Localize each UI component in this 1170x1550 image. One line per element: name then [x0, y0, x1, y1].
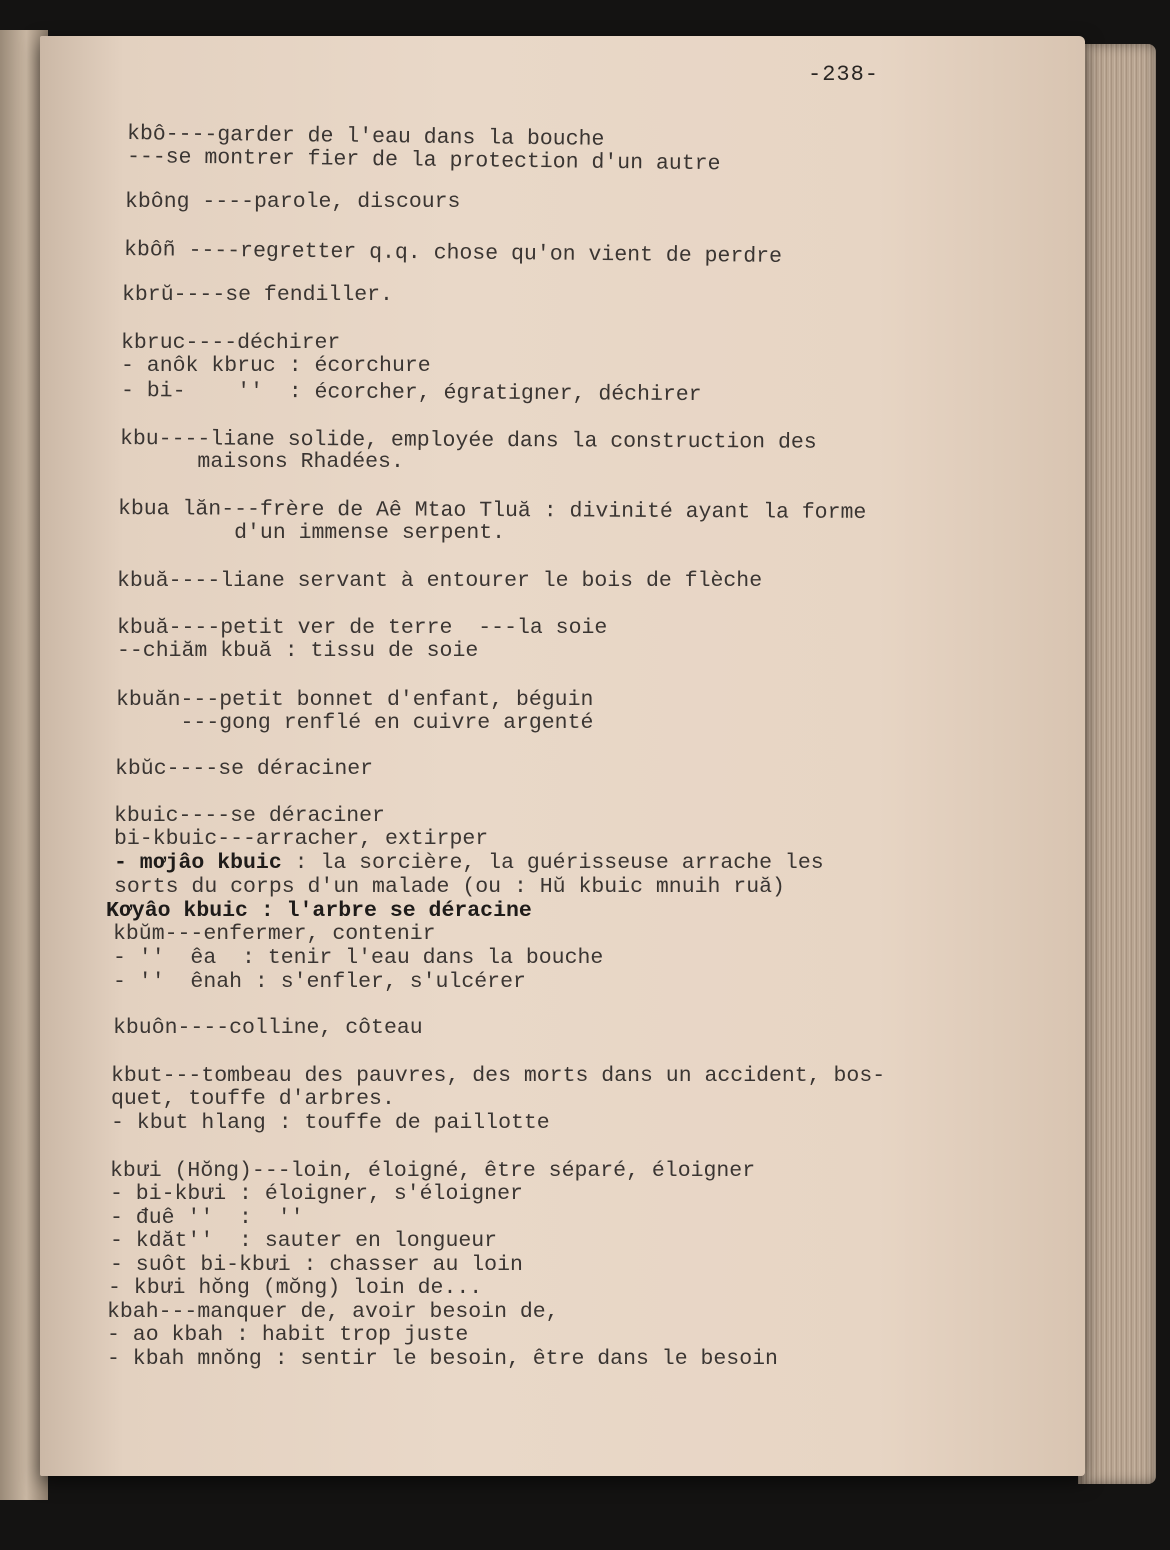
entry-line: kbông ----parole, discours	[125, 190, 461, 214]
entry-line: quet, touffe d'arbres.	[111, 1087, 395, 1111]
entry-line: kbruc----déchirer	[121, 331, 341, 355]
entry-line: ---gong renflé en cuivre argenté	[116, 711, 594, 735]
entry-line: - kdăt'' : sauter en longueur	[110, 1229, 498, 1253]
bold-term: - mơjâo kbuic	[114, 851, 282, 875]
entry-line: kbua lăn---frère de Aê Mtao Tluă : divinité ayant la forme	[117, 497, 867, 525]
entry-line: maisons Rhadées.	[120, 450, 404, 474]
entry-line: - kbưi hŏng (mŏng) loin de...	[108, 1276, 483, 1300]
entry-line: kbưi (Hŏng)---loin, éloigné, être séparé, éloigner	[110, 1159, 756, 1183]
entry-line: - suôt bi-kbưi : chasser au loin	[110, 1253, 523, 1277]
entry-line: kbuăn---petit bonnet d'enfant, béguin	[116, 688, 594, 712]
entry-line: Kơyâo kbuic : l'arbre se déracine	[106, 899, 532, 923]
entry-line: kbuôn----colline, côteau	[113, 1016, 423, 1040]
entry-line: - kbah mnŏng : sentir le besoin, être dans le besoin	[107, 1347, 778, 1371]
entry-line: - đuê '' : ''	[110, 1206, 304, 1230]
entry-line: kbrŭ----se fendiller.	[122, 283, 393, 307]
entry-line: kbut---tombeau des pauvres, des morts dans un accident, bos-	[111, 1064, 886, 1088]
entry-line: kbuă----liane servant à entourer le bois de flèche	[117, 569, 763, 593]
entry-line: - '' ênah : s'enfler, s'ulcérer	[113, 970, 526, 994]
page-number: -238-	[808, 62, 880, 87]
entry-line: - '' êa : tenir l'eau dans la bouche	[113, 946, 604, 970]
entry-line: bi-kbuic---arracher, extirper	[114, 827, 489, 851]
entry-line: kbŭm---enfermer, contenir	[113, 922, 436, 946]
entry-line: sorts du corps d'un malade (ou : Hŭ kbuic mnuih ruă)	[114, 875, 785, 899]
entry-line: - ao kbah : habit trop juste	[107, 1323, 469, 1347]
entry-line: kbu----liane solide, employée dans la construction des	[119, 427, 817, 455]
entry-line: - kbut hlang : touffe de paillotte	[111, 1111, 550, 1135]
entry-line: kbuic----se déraciner	[114, 804, 385, 828]
entry-line: --chiăm kbuă : tissu de soie	[117, 639, 479, 663]
entry-line: kbuă----petit ver de terre ---la soie	[117, 616, 608, 640]
entry-line: d'un immense serpent.	[118, 521, 506, 545]
entry-line: kbah---manquer de, avoir besoin de,	[107, 1300, 559, 1324]
entry-line: - bi- '' : écorcher, égratigner, déchirer	[120, 379, 702, 408]
entry-line: kbŭc----se déraciner	[115, 757, 374, 781]
entry-line: - mơjâo kbuic : la sorcière, la guérisseuse arrache les	[114, 851, 824, 875]
entry-line: - bi-kbưi : éloigner, s'éloigner	[110, 1182, 523, 1206]
entry-line: - anôk kbruc : écorchure	[121, 354, 431, 378]
entry-line: kbô----garder de l'eau dans la bouche	[126, 122, 605, 152]
entry-line: ---se montrer fier de la protection d'un autre	[126, 145, 721, 177]
entry-line: kbôñ ----regretter q.q. chose qu'on vient de perdre	[123, 238, 783, 269]
